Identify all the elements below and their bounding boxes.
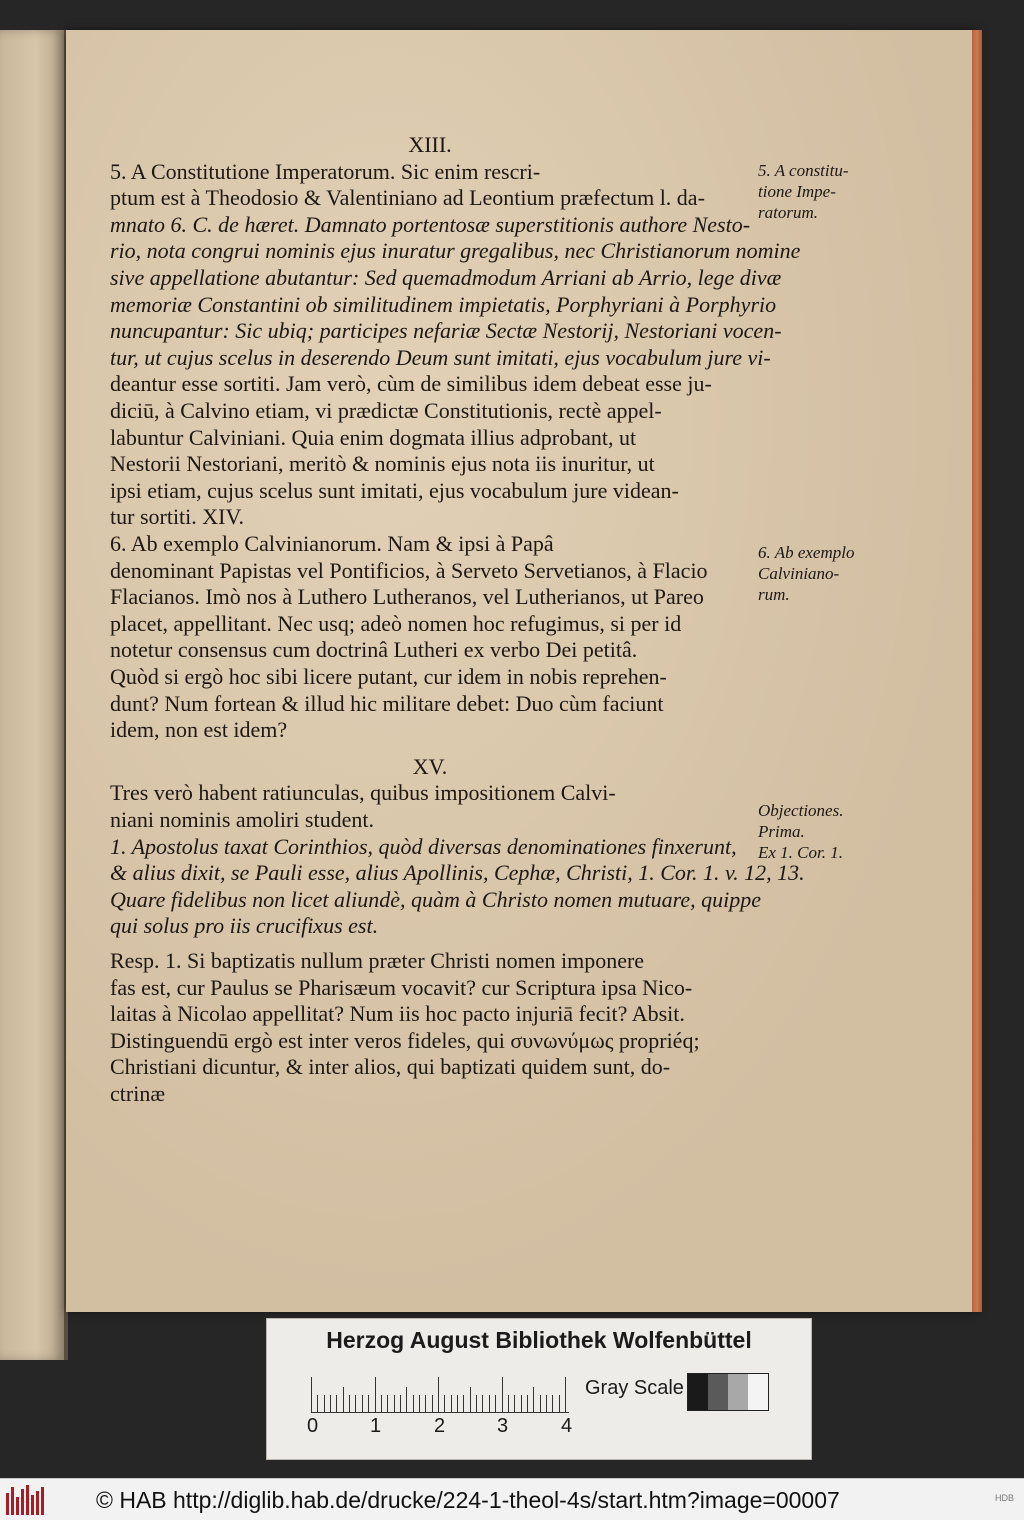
footer-mark: HDB [995, 1493, 1015, 1503]
ruler-tick [355, 1395, 356, 1413]
text-line: sive appellatione abutantur: Sed quemadmodum Arriani ab Arrio, lege divæ [110, 265, 782, 290]
scale-number-3: 3 [497, 1415, 509, 1437]
text-line: ipsi etiam, cujus scelus sunt imitati, ejus vocabulum jure videan- [110, 477, 679, 503]
scale-ruler [311, 1377, 569, 1413]
margin-note-line: Objectiones. [758, 801, 844, 820]
gray-cell-mid [728, 1374, 748, 1410]
text-line: nuncupantur: Sic ubiq; participes nefariæ Sectæ Nestorij, Nestoriani vocen- [110, 318, 782, 344]
text-line: tur sortiti. XIV. [110, 504, 245, 530]
ruler-tick [470, 1387, 471, 1413]
ruler-tick [324, 1395, 325, 1413]
text-line: niani nominis amoliri student. [110, 807, 374, 832]
margin-note-line: rum. [758, 585, 790, 604]
text-line: denominant Papistas vel Pontificios, à Serveto Servetianos, à Flacio [110, 557, 708, 583]
ruler-tick [527, 1395, 528, 1413]
text-line: Distinguendū ergò est inter veros fideles, qui συνωνύμως propriéq; [110, 1027, 700, 1053]
ruler-tick [457, 1395, 458, 1413]
ruler-tick [533, 1387, 534, 1413]
text-line: notetur consensus cum doctrinâ Lutheri ex verbo Dei petitâ. [110, 637, 638, 663]
text-line: 5. A Constitutione Imperatorum. Sic enim rescri- [110, 158, 541, 184]
text-line: 6. Ab exemplo Calvinianorum. Nam & ipsi à Papâ [110, 531, 554, 556]
text-line: dunt? Num fortean & illud hic militare debet: Duo cùm faciunt [110, 690, 664, 716]
ruler-tick [502, 1377, 503, 1413]
margin-note-line: ratorum. [758, 203, 818, 222]
text-line: diciū, à Calvino etiam, vi prædictæ Constitutionis, rectè appel- [110, 398, 662, 423]
ruler-tick [546, 1395, 547, 1413]
ruler-tick [438, 1377, 439, 1413]
ruler-tick [419, 1395, 420, 1413]
ruler-tick [375, 1377, 376, 1413]
text-line: laitas à Nicolao appellitat? Num iis hoc pacto injuriā fecit? Absit. [110, 1001, 685, 1027]
text-line: qui solus pro iis crucifixus est. [110, 913, 379, 939]
ruler-tick [343, 1387, 344, 1413]
gray-scale-label: Gray Scale [585, 1377, 684, 1399]
text-line: Tres verò habent ratiunculas, quibus impositionem Calvi- [110, 780, 616, 806]
ruler-tick [387, 1395, 388, 1413]
text-line: memoriæ Constantini ob similitudinem impietatis, Porphyriani à Porphyrio [110, 291, 777, 317]
ruler-tick [394, 1395, 395, 1413]
ruler-tick [406, 1387, 407, 1413]
ruler-tick [444, 1395, 445, 1413]
ruler-tick [400, 1395, 401, 1413]
gray-cell-black [688, 1374, 708, 1410]
ruler-tick [489, 1395, 490, 1413]
ruler-tick [559, 1395, 560, 1413]
text-line: fas est, cur Paulus se Pharisæum vocavit? cur Scriptura ipsa Nico- [110, 974, 693, 1000]
text-line: & alius dixit, se Pauli esse, alius Apollinis, Cephæ, Christi, 1. Cor. 1. v. 12, 13. [110, 860, 805, 886]
margin-note-line: 5. A constitu- [758, 161, 849, 180]
ruler-tick [349, 1395, 350, 1413]
margin-note-2 [758, 542, 854, 605]
library-title: Herzog August Bibliothek Wolfenbüttel [326, 1327, 752, 1353]
text-line: Flacianos. Imò nos à Luthero Lutheranos, vel Lutherianos, ut Pareo [110, 584, 704, 610]
ruler-tick [317, 1395, 318, 1413]
scale-number-4: 4 [561, 1415, 573, 1437]
scale-number-1: 1 [370, 1415, 382, 1437]
text-line: tur, ut cujus scelus in deserendo Deum sunt imitati, ejus vocabulum jure vi- [110, 344, 771, 370]
text-line: ptum est à Theodosio & Valentiniano ad Leontium præfectum l. da- [110, 185, 705, 211]
text-line: idem, non est idem? [110, 717, 288, 743]
margin-note-1 [758, 160, 849, 223]
text-line: XV. [412, 753, 448, 779]
margin-note-line: Ex 1. Cor. 1. [758, 843, 843, 862]
hab-logo-icon [6, 1485, 46, 1515]
gray-scale-swatch [687, 1373, 769, 1411]
ruler-tick [521, 1395, 522, 1413]
text-line: deantur esse sortiti. Jam verò, cùm de similibus idem debeat esse ju- [110, 371, 712, 397]
gray-cell-white [748, 1374, 768, 1410]
ruler-tick [476, 1395, 477, 1413]
ruler-tick [463, 1395, 464, 1413]
text-line: Quare fidelibus non licet aliundè, quàm à Christo nomen mutuare, quippe [110, 886, 761, 912]
margin-note-3 [758, 800, 843, 863]
text-line: Christiani dicuntur, & inter alios, qui baptizati quidem sunt, do- [110, 1054, 671, 1080]
text-line: 1. Apostolus taxat Corinthios, quòd diversas denominationes finxerunt, [110, 833, 737, 859]
ruler-tick [381, 1395, 382, 1413]
ruler-tick [413, 1395, 414, 1413]
text-line: mnato 6. C. de hæret. Damnato portentosæ superstitionis authore Nesto- [110, 211, 751, 237]
ruler-tick [482, 1395, 483, 1413]
ruler-tick [508, 1395, 509, 1413]
margin-note-line: tione Impe- [758, 182, 836, 201]
ruler-tick [432, 1395, 433, 1413]
ruler-tick [425, 1395, 426, 1413]
margin-note-line: Prima. [758, 822, 805, 841]
text-line: Resp. 1. Si baptizatis nullum præter Christi nomen imponere [110, 948, 645, 973]
scale-number-0: 0 [307, 1415, 319, 1437]
ruler-tick [330, 1395, 331, 1413]
previous-page-edge [0, 30, 64, 1360]
text-line: rio, nota congrui nominis ejus inuratur gregalibus, nec Christianorum nomine [110, 238, 801, 264]
text-line: XIII. [408, 132, 452, 157]
ruler-tick [514, 1395, 515, 1413]
ruler-tick [362, 1395, 363, 1413]
ruler-tick [311, 1377, 312, 1413]
text-line: labuntur Calviniani. Quia enim dogmata illius adprobant, ut [110, 424, 637, 450]
text-line: placet, appellitant. Nec usq; adeò nomen hoc refugimus, si per id [110, 610, 682, 636]
margin-note-line: Calviniano- [758, 564, 840, 583]
footer-bar [0, 1478, 1024, 1520]
margin-note-line: 6. Ab exemplo [758, 543, 855, 562]
ruler-tick [552, 1395, 553, 1413]
ruler-tick [368, 1395, 369, 1413]
ruler-tick [451, 1395, 452, 1413]
color-target-card [266, 1318, 812, 1460]
ruler-tick [540, 1395, 541, 1413]
ruler-tick [565, 1377, 566, 1413]
text-line: Quòd si ergò hoc sibi licere putant, cur idem in nobis reprehen- [110, 664, 667, 689]
copyright-link[interactable]: © HAB http://diglib.hab.de/drucke/224-1-theol-4s/start.htm?image=00007 [96, 1487, 840, 1513]
ruler-tick [336, 1395, 337, 1413]
text-line: ctrinæ [110, 1081, 165, 1106]
scale-number-2: 2 [434, 1415, 446, 1437]
page-red-edge [972, 30, 982, 1312]
ruler-tick [495, 1395, 496, 1413]
gray-cell-dark [708, 1374, 728, 1410]
text-line: Nestorii Nestoriani, meritò & nominis ejus nota iis inuritur, ut [110, 451, 655, 477]
